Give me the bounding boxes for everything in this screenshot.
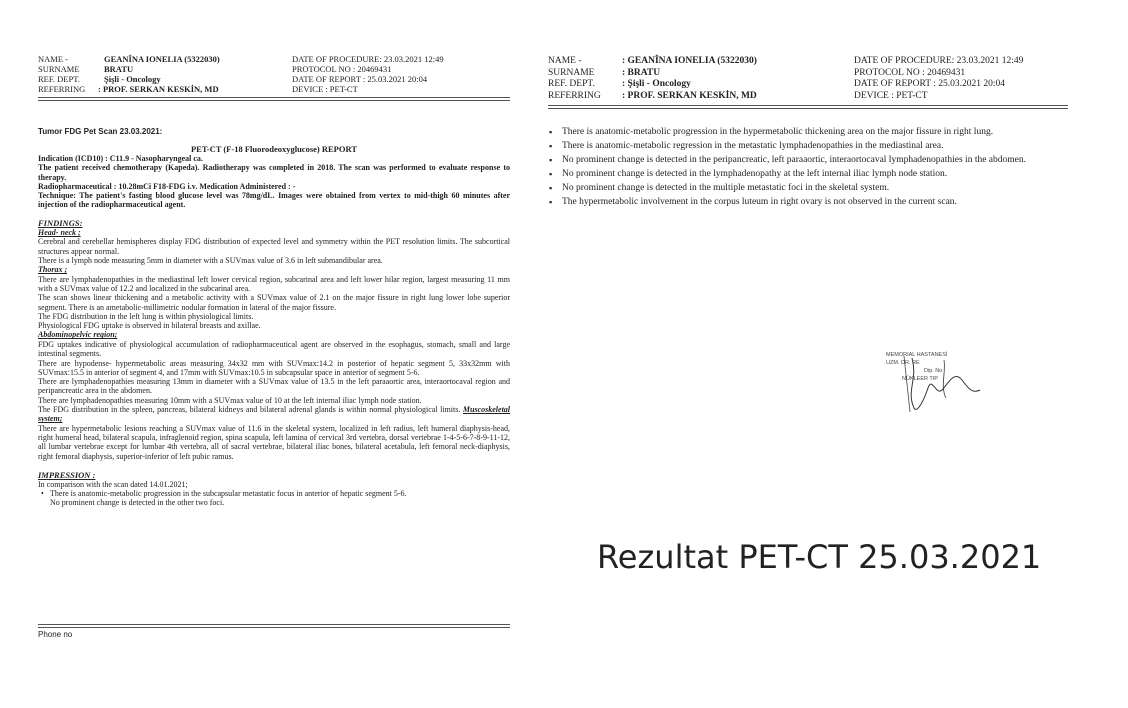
- findings-heading: FINDINGS:: [38, 217, 83, 228]
- surname-value: : BRATU: [622, 67, 661, 78]
- result-caption: Rezultat PET-CT 25.03.2021: [597, 538, 1042, 576]
- stamp-line-4: NÜKLEER TIP: [902, 376, 938, 382]
- header-rule: [38, 97, 510, 101]
- name-label: NAME -: [38, 54, 68, 64]
- date-report: DATE OF REPORT : 25.03.2021 20:04: [292, 74, 428, 84]
- ref-dept-label: REF. DEPT.: [38, 74, 80, 84]
- name-label: NAME -: [548, 56, 582, 66]
- radiopharmaceutical: Radiopharmaceutical : 10.28mCi F18-FDG i.v. Medication Administered : -: [38, 181, 296, 191]
- protocol-no: PROTOCOL NO : 20469431: [292, 64, 392, 74]
- referring-label: REFERRING: [38, 84, 86, 94]
- stamp-line-1: MEMORIAL HASTANESİ: [886, 352, 948, 358]
- ref-dept-value: Şişli - Oncology: [104, 74, 161, 84]
- impression-bullet: ▪ No prominent change is detected in the peripancreatic, left paraaortic, interaortocaval lymphadenopathies in the abdomen.: [562, 155, 1082, 166]
- technique: Technique: The patient's fasting blood glucose level was 78mg/dL. Images were obtained from vertex to mid-thigh 60 minutes after injection of the radiopharmaceutical agent.: [38, 191, 510, 210]
- date-procedure: DATE OF PROCEDURE: 23.03.2021 12:49: [854, 56, 1024, 66]
- impression-item: [50, 489, 510, 508]
- abdomen-3: There are lymphadenopathies measuring 13mm in diameter with a SUVmax value of 13.5 in the left paraaortic area, interaortocaval region and peripancreatic area in the abdomen.: [38, 377, 510, 396]
- ref-dept-value: : Şişli - Oncology: [622, 79, 691, 89]
- head-neck-1: Cerebral and cerebellar hemispheres display FDG distribution of expected level and symmetry within the PET resolution limits. The subcortical structures appear normal.: [38, 237, 510, 256]
- abdomen-1: FDG uptakes indicative of physiological accumulation of radiopharmaceutical agent are observed in the esophagus, stomach, small and large intestinal segments.: [38, 339, 510, 359]
- patient-header: [38, 54, 510, 94]
- abdomen-heading: Abdominopelvic region;: [38, 330, 118, 340]
- abdomen-5: [38, 405, 510, 424]
- device: DEVICE : PET-CT: [292, 84, 358, 94]
- protocol-no: PROTOCOL NO : 20469431: [854, 67, 966, 78]
- date-procedure: DATE OF PROCEDURE: 23.03.2021 12:49: [292, 54, 444, 64]
- date-report: DATE OF REPORT : 25.03.2021 20:04: [854, 79, 1006, 89]
- surname-value: BRATU: [104, 64, 134, 74]
- thorax-heading: Thorax ;: [38, 265, 68, 275]
- surname-label: SURNAME: [38, 64, 80, 74]
- musculoskeletal-heading: Muscoskeletal system;: [38, 405, 511, 424]
- header-rule-right: [548, 105, 1068, 109]
- thorax-3: The FDG distribution in the left lung is within physiological limits.: [38, 311, 254, 321]
- history: The patient received chemotherapy (Kapeda). Radiotherapy was completed in 2018. The scan was performed to evaluate response to therapy.: [38, 163, 510, 182]
- impression-heading: IMPRESSION :: [38, 469, 96, 480]
- referring-label: REFERRING: [548, 90, 601, 101]
- report-page-right: [548, 56, 1088, 211]
- ref-dept-label: REF. DEPT.: [548, 79, 595, 89]
- abdomen-2: There are hypodense- hypermetabolic areas measuring 34x32 mm with SUVmax:14.2 in posterior of hepatic segment 5, 33x32mm with SUVmax:15.5 in anterior of segment 4, and 17mm with SUVmax:10.5 in subcapsular space in anterior of segment 5-6.: [38, 358, 510, 377]
- surname-label: SURNAME: [548, 67, 595, 78]
- name-value: GEANÎNA IONELIA (5322030): [104, 54, 220, 64]
- name-value: : GEANÎNA IONELIA (5322030): [622, 56, 757, 66]
- impression-intro: In comparison with the scan dated 14.01.2021;: [38, 479, 188, 489]
- footer-rule: [38, 624, 510, 625]
- head-neck-heading: Head- neck ;: [38, 227, 81, 237]
- impression-bullet: ▪ No prominent change is detected in the lymphadenopathy at the left internal iliac lymph node station.: [562, 169, 1082, 180]
- stamp-line-3: Dip. No: [924, 368, 943, 374]
- patient-header-right: [548, 56, 1088, 102]
- impression-item-1: There is anatomic-metabolic progression in the subcapsular metastatic focus in anterior of hepatic segment 5-6.: [50, 489, 407, 499]
- footer-rule-2: [38, 627, 510, 628]
- stamp-line-2: UZM. DR. RE: [886, 360, 920, 366]
- musculoskeletal-1: There are hypermetabolic lesions reaching a SUVmax value of 11.6 in the skeletal system, localized in left radius, left humeral diaphysis-head, right humeral head, bilateral scapula, infraglenoid region, spina scapula, left lamina of cervical 3rd vertebra, dorsal vertebrae 1-4-5-6-7-8-9-11-12, all lumbar vertebrae except for lumbar 4th vertebra, all of sacral vertebrae, bilateral iliac bones, bilateral acetabula, left femoral neck-diaphysis, right femoral diaphysis, superior-inferior of left pubic ramus.: [38, 423, 510, 461]
- phone-label: Phone no: [38, 630, 73, 639]
- scan-title: Tumor FDG Pet Scan 23.03.2021:: [38, 127, 163, 136]
- impression-bullet: ▪ There is anatomic-metabolic regression in the metastatic lymphadenopathies in the mediastinal area.: [562, 141, 1082, 152]
- impression-list: [38, 489, 510, 508]
- report-title: PET-CT (F-18 Fluorodeoxyglucose) REPORT: [190, 144, 357, 154]
- report-page-left: [38, 54, 511, 639]
- abdomen-5-text: The FDG distribution in the spleen, pancreas, bilateral kidneys and bilateral adrenal glands is within normal physiological limits.: [38, 405, 461, 415]
- abdomen-4: There are lymphadenopathies measuring 10mm with a SUVmax value of 10 at the left internal iliac lymph node station.: [38, 395, 422, 405]
- impression-continued: [548, 127, 1088, 208]
- referring-value: : PROF. SERKAN KESKİN, MD: [98, 84, 219, 94]
- doctor-stamp: [884, 350, 984, 420]
- impression-bullet: ▪ No prominent change is detected in the multiple metastatic foci in the skeletal system.: [562, 183, 1082, 194]
- device: DEVICE : PET-CT: [854, 90, 928, 101]
- thorax-2: The scan shows linear thickening and a metabolic activity with a SUVmax value of 2.1 on the major fissure in right lung lower lobe superior segment. There is an ametabolic-millimetric nodular formation in lateral of the major fissure.: [38, 293, 510, 312]
- referring-value: : PROF. SERKAN KESKİN, MD: [622, 90, 757, 101]
- indication: Indication (ICD10) : C11.9 - Nasopharyngeal ca.: [38, 154, 203, 163]
- impression-item-1b: No prominent change is detected in the other two foci.: [50, 498, 225, 508]
- impression-list-right: [548, 127, 1088, 208]
- impression-bullet: ▪ There is anatomic-metabolic progression in the hypermetabolic thickening area on the major fissure in right lung.: [562, 127, 1082, 138]
- head-neck-2: There is a lymph node measuring 5mm in diameter with a SUVmax value of 3.6 in left submandibular area.: [38, 255, 383, 265]
- thorax-1: There are lymphadenopathies in the mediastinal left lower cervical region, subcarinal area and left lower hilar region, largest measuring 11 mm with a SUVmax value of 12.2 and localized in the subcarinal area.: [38, 274, 510, 293]
- impression-bullet: ▪ The hypermetabolic involvement in the corpus luteum in right ovary is not observed in the current scan.: [562, 197, 1082, 208]
- thorax-4: Physiological FDG uptake is observed in bilateral breasts and axillae.: [38, 321, 261, 331]
